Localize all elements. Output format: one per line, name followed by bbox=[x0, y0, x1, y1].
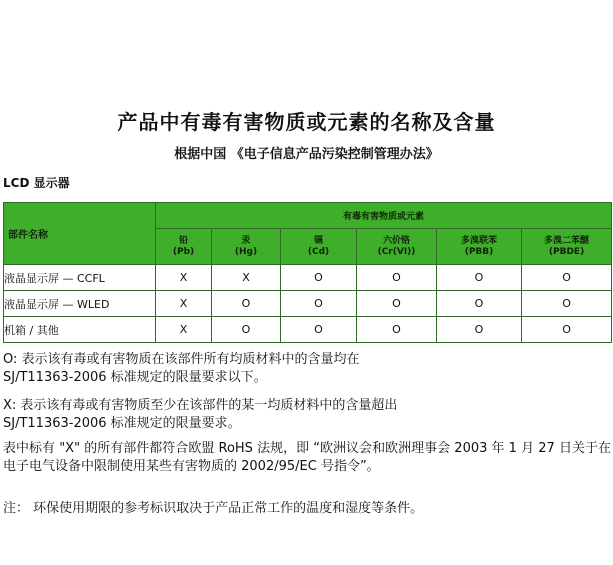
column-header-hg bbox=[212, 229, 281, 265]
column-symbol: (Pb) bbox=[172, 246, 195, 257]
section-heading: LCD 显示器 bbox=[3, 176, 70, 190]
column-symbol: (Cd) bbox=[307, 246, 330, 257]
o-legend-line: SJ/T11363-2006 标准规定的限量要求以下。 bbox=[3, 370, 267, 385]
x-legend-line: X: 表示该有毒或有害物质至少在该部件的某一均质材料中的含量超出 bbox=[3, 398, 398, 413]
column-name: 六价铬 bbox=[382, 235, 410, 246]
column-symbol: (Cr(VI)) bbox=[377, 246, 416, 257]
substance-mark: O bbox=[522, 291, 612, 317]
column-header-pb bbox=[156, 229, 212, 265]
column-symbol: (PBDE) bbox=[548, 246, 585, 257]
substance-mark: O bbox=[357, 317, 437, 343]
o-legend bbox=[3, 351, 611, 387]
column-header-cd bbox=[281, 229, 357, 265]
column-header-pbde bbox=[522, 229, 612, 265]
substance-mark: O bbox=[357, 265, 437, 291]
substance-mark: X bbox=[156, 291, 212, 317]
column-symbol: (Hg) bbox=[234, 246, 258, 257]
table-row bbox=[4, 265, 612, 291]
column-name: 镉 bbox=[313, 235, 323, 246]
page-subtitle: 根据中国 《电子信息产品污染控制管理办法》 bbox=[174, 147, 439, 162]
substance-mark: X bbox=[156, 317, 212, 343]
substance-mark: X bbox=[212, 265, 281, 291]
substance-mark: X bbox=[156, 265, 212, 291]
column-header-cr6 bbox=[357, 229, 437, 265]
page-title: 产品中有毒有害物质或元素的名称及含量 bbox=[117, 110, 496, 134]
column-symbol: (PBB) bbox=[464, 246, 494, 257]
part-name: 液晶显示屏 — WLED bbox=[4, 291, 156, 317]
substance-mark: O bbox=[437, 265, 522, 291]
part-name: 机箱 / 其他 bbox=[4, 317, 156, 343]
column-name: 铅 bbox=[178, 235, 188, 246]
part-name: 液晶显示屏 — CCFL bbox=[4, 265, 156, 291]
substance-mark: O bbox=[212, 317, 281, 343]
table-row bbox=[4, 291, 612, 317]
substance-mark: O bbox=[437, 317, 522, 343]
substance-mark: O bbox=[212, 291, 281, 317]
column-name: 汞 bbox=[241, 235, 251, 246]
x-legend bbox=[3, 397, 611, 433]
substance-mark: O bbox=[281, 265, 357, 291]
substance-mark: O bbox=[281, 291, 357, 317]
column-header-pbb bbox=[437, 229, 522, 265]
substance-mark: O bbox=[522, 265, 612, 291]
substance-mark: O bbox=[281, 317, 357, 343]
table-row bbox=[4, 317, 612, 343]
hazardous-substances-table bbox=[3, 202, 612, 343]
o-legend-line: O: 表示该有毒或有害物质在该部件所有均质材料中的含量均在 bbox=[3, 352, 360, 367]
x-legend-line: SJ/T11363-2006 标准规定的限量要求。 bbox=[3, 416, 241, 431]
substance-mark: O bbox=[357, 291, 437, 317]
column-name: 多溴二苯醚 bbox=[544, 235, 590, 246]
footnote: 注： 环保使用期限的参考标识取决于产品正常工作的温度和湿度等条件。 bbox=[3, 501, 424, 516]
substance-group-header: 有毒有害物质或元素 bbox=[156, 203, 612, 229]
part-name-header: 部件名称 bbox=[4, 203, 156, 265]
rohs-compliance-note: 表中标有 "X" 的所有部件都符合欧盟 RoHS 法规，即 “欧洲议会和欧洲理事会 2003 年 1 月 27 日关于在电子电气设备中限制使用某些有害物质的 2002/95/EC 号指令”。 bbox=[3, 441, 611, 474]
substance-mark: O bbox=[522, 317, 612, 343]
column-name: 多溴联苯 bbox=[460, 235, 497, 246]
substance-mark: O bbox=[437, 291, 522, 317]
